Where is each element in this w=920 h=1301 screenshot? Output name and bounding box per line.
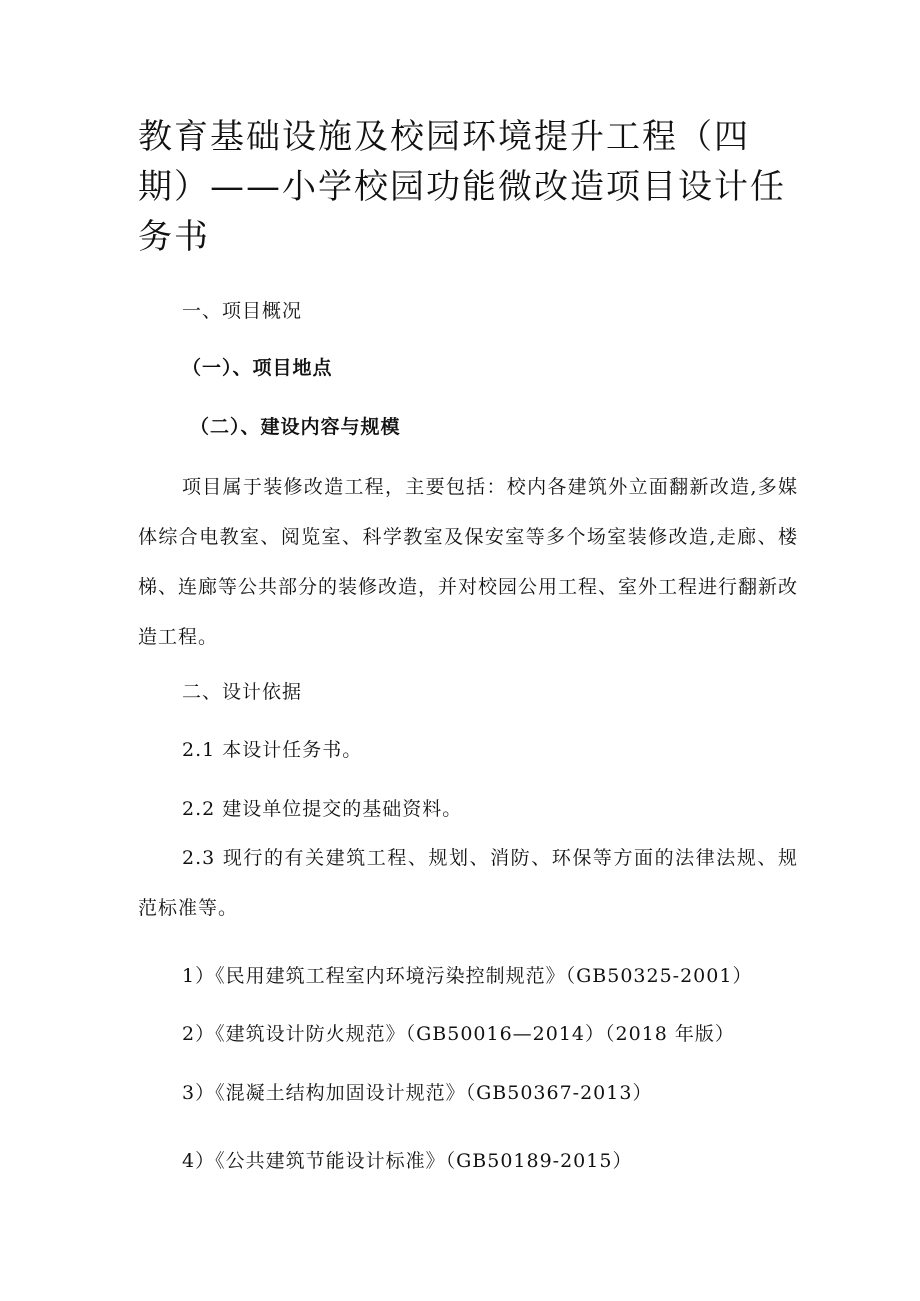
standard-item: 4）《公共建筑节能设计标准》（GB50189-2015）: [182, 1150, 633, 1172]
paragraph-construction-content: 项目属于装修改造工程，主要包括：校内各建筑外立面翻新改造,多媒体综合电教室、阅览室、科学教室及保安室等多个场室装修改造,走廊、楼梯、连廊等公共部分的装修改造，并对校园公用工程、室外工程进行翻新改造工程。: [138, 476, 799, 648]
document-title: 教育基础设施及校园环境提升工程（四期）——小学校园功能微改造项目设计任务书: [138, 117, 786, 257]
list-item: 2.1 本设计任务书。: [182, 739, 363, 761]
standard-item: 2）《建筑设计防火规范》（GB50016—2014）（2018 年版）: [182, 1023, 735, 1045]
standard-item: 3）《混凝土结构加固设计规范》（GB50367-2013）: [182, 1082, 653, 1104]
section-heading-overview: 一、项目概况: [182, 300, 303, 322]
section-heading-design-basis: 二、设计依据: [182, 681, 303, 703]
subheading-project-location: （一）、项目地点: [182, 357, 333, 379]
list-item: 2.2 建设单位提交的基础资料。: [182, 798, 463, 820]
subheading-construction-scope: （二）、建设内容与规模: [190, 416, 401, 438]
list-item-paragraph: 2.3 现行的有关建筑工程、规划、消防、环保等方面的法律法规、规范标准等。: [138, 847, 798, 919]
standard-item: 1）《民用建筑工程室内环境污染控制规范》（GB50325-2001）: [182, 965, 753, 987]
